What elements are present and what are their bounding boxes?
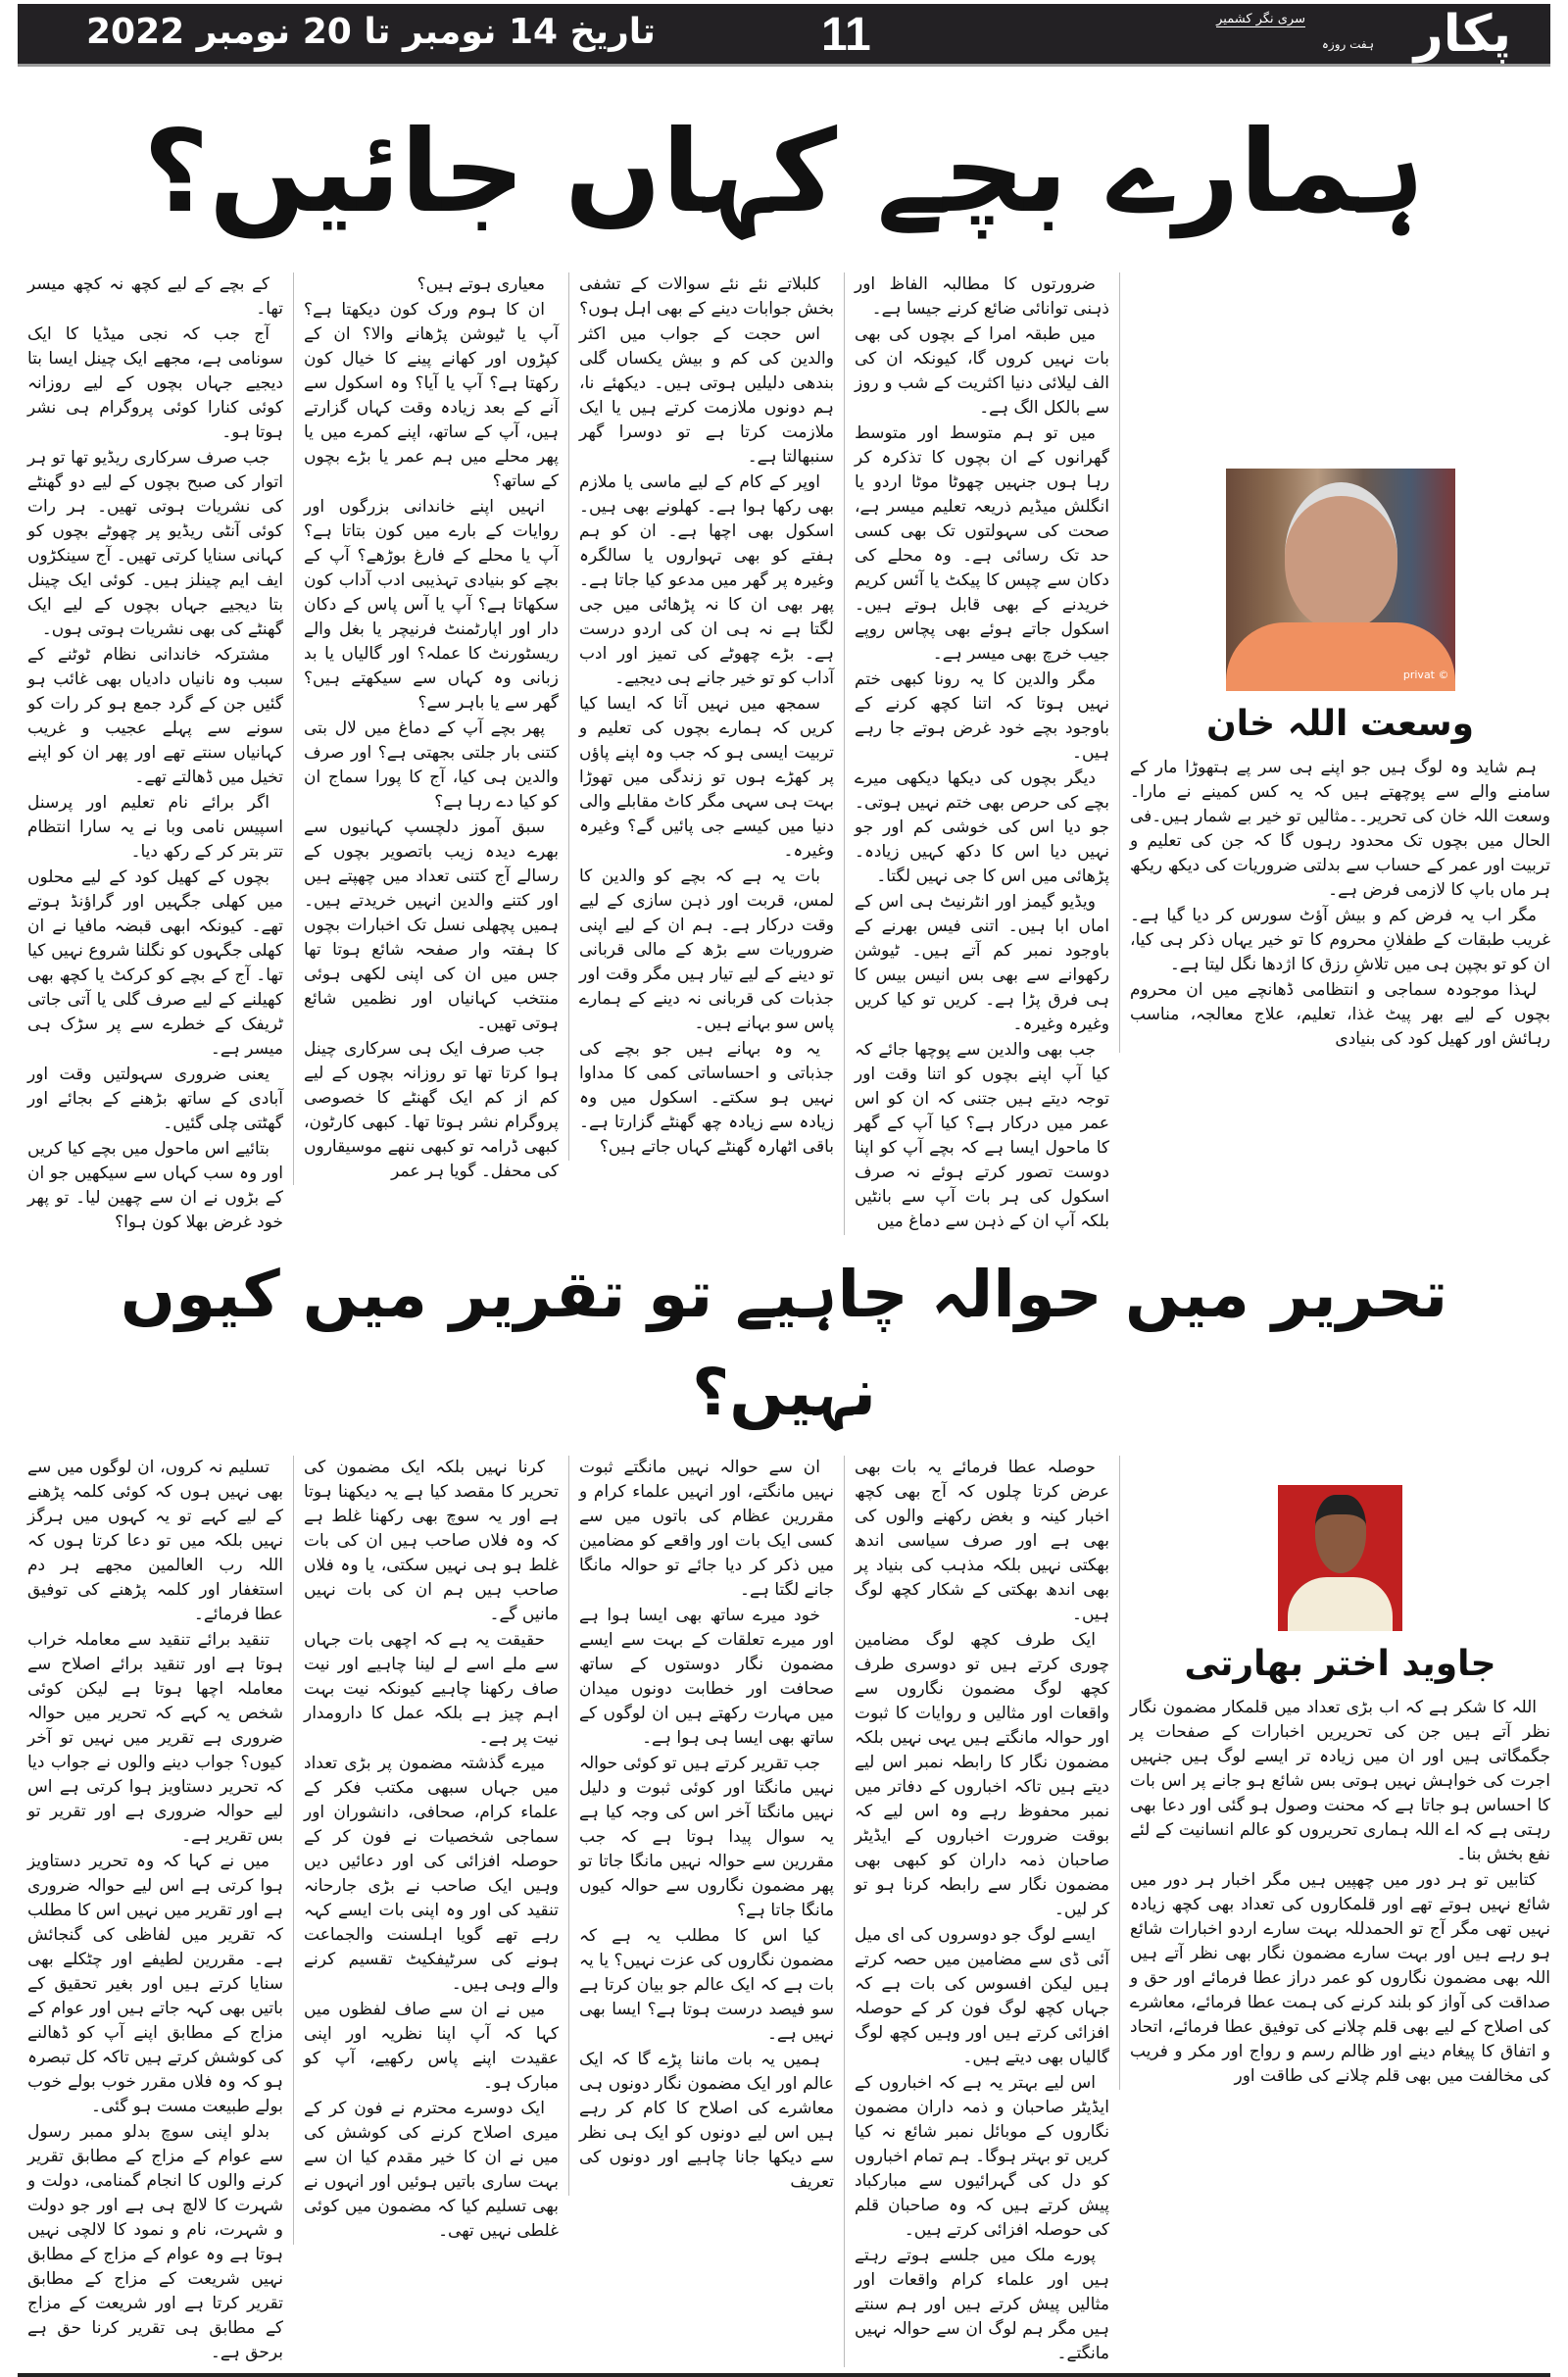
newspaper-logo[interactable]: پکار xyxy=(1413,5,1511,64)
paragraph: ایسے لوگ جو دوسروں کی ای میل آئی ڈی سے مضامین میں حصہ کرتے ہیں لیکن افسوس کی بات ہے کہ جہاں کچھ لوگ فون کر کے حوصلہ افزائی کرتے ہیں اور وہیں کچھ لوگ گالیاں بھی دیتے ہیں۔ xyxy=(855,1925,1109,2067)
paragraph: اللہ کا شکر ہے کہ اب بڑی تعداد میں قلمکار مضمون نگار نظر آتے ہیں جن کی تحریریں اخبارات کے صفحات پر جگمگاتی ہیں اور ان میں زیادہ تر ایسے لوگ ہیں جنہیں اجرت کی خواہش نہیں ہوتی بس شائع ہو جانے پر اس بات کا احساس ہو جاتا ہے کہ محنت وصول ہو گئی اور دعا بھی رہتی ہے کہ اے اللہ ہماری تحریروں کو عالم انسانیت کے لئے نفع بخش بنا۔ xyxy=(1130,1698,1550,1864)
paragraph: سمجھ میں نہیں آتا کہ ایسا کیا کریں کہ ہمارے بچوں کی تعلیم و تربیت ایسی ہو کہ جب وہ اپنے پاؤں پر کھڑے ہوں تو زندگی میں تھوڑا بہت ہی سہی مگر کاٹ مقابلے والی دنیا میں کیسے جی پائیں گے؟ وغیرہ وغیرہ۔ xyxy=(579,694,834,861)
paragraph: معیاری ہوتے ہیں؟ xyxy=(416,274,545,294)
photo-credit: © privat xyxy=(1402,669,1449,681)
paragraph: لہذا موجودہ سماجی و انتظامی ڈھانچے میں ان محروم بچوں کے لیے بھر پیٹ غذا، تعلیم، علاج معالجہ، مناسب رہائش اور کھیل کود کی بنیادی xyxy=(1130,980,1550,1049)
author-photo-javed-akhtar-bharti xyxy=(1278,1485,1402,1631)
paragraph: میں طبقہ امرا کے بچوں کی بھی بات نہیں کروں گا، کیونکہ ان کی الف لیلائی دنیا اکثریت کے شب و روز سے بالکل الگ ہے۔ xyxy=(855,324,1109,418)
paragraph: جب صرف سرکاری ریڈیو تھا تو ہر اتوار کی صبح بچوں کے لیے دو گھنٹے کی نشریات ہوتی تھیں۔ ہر رات کوئی آنٹی ریڈیو پر چھوٹے بچوں کو کہانی سنایا کرتی تھیں۔ آج سینکڑوں ایف ایم چینلز ہیں۔ کوئی ایک چینل بتا دیجیے جہاں بچوں کے لیے ایک گھنٹے کی بھی نشریات ہوتی ہوں۔ xyxy=(27,448,283,639)
article2-column-1 xyxy=(1119,1456,1550,2090)
article1-headline: ہمارے بچے کہاں جائیں؟ xyxy=(142,106,1426,238)
paragraph: یہ وہ بہانے ہیں جو بچے کی جذباتی و احساساتی کمی کا مداوا نہیں ہو سکتے۔ اسکول میں وہ زیادہ سے زیادہ چھ گھنٹے گزارتا ہے۔ باقی اٹھارہ گھنٹے کہاں جاتے ہیں؟ xyxy=(579,1039,834,1157)
paragraph: ایک دوسرے محترم نے فون کر کے میری اصلاح کرنے کی کوشش کی میں نے ان کا خیر مقدم کیا ان سے بہت ساری باتیں ہوئیں اور انہوں نے بھی تسلیم کیا کہ مضمون میں کوئی غلطی نہیں تھی۔ xyxy=(304,2099,559,2241)
paragraph: میں تو ہم متوسط اور متوسط گھرانوں کے ان بچوں کا تذکرہ کر رہا ہوں جنہیں چھوٹا موٹا اردو یا انگلش میڈیم ذریعہ تعلیم میسر ہے، صحت کی سہولتوں تک بھی کسی حد تک رسائی ہے۔ وہ محلے کی دکان سے چپس کا پیکٹ یا آئس کریم خریدنے کے بھی قابل ہوتے ہیں۔ اسکول جاتے ہوئے بھی پچاس روپے جیب خرچ بھی میسر ہے۔ xyxy=(855,423,1109,664)
paragraph: اوپر کے کام کے لیے ماسی یا ملازم بھی رکھا ہوا ہے۔ کھلونے بھی ہیں۔ اسکول بھی اچھا ہے۔ ان کو ہم ہفتے کو بھی تہواروں یا سالگرہ وغیرہ پر گھر میں مدعو کیا جاتا ہے۔ پھر بھی ان کا نہ پڑھائی میں جی لگتا ہے نہ ہی ان کی اردو درست ہے۔ بڑے چھوٹے کی تمیز اور ادب آداب کو تو خیر جانے ہی دیجیے۔ xyxy=(579,472,834,688)
paragraph: خود میرے ساتھ بھی ایسا ہوا ہے اور میرے تعلقات کے بہت سے ایسے مضمون نگار دوستوں کے ساتھ صحافت اور خطابت دونوں میدان میں مہارت رکھتے ہیں ان لوگوں کے ساتھ بھی ایسا ہی ہوا ہے۔ xyxy=(579,1606,834,1748)
paragraph: میرے گذشتہ مضمون پر بڑی تعداد میں جہاں سبھی مکتب فکر کے علماء کرام، صحافی، دانشوران اور سماجی شخصیات نے فون کر کے حوصلہ افزائی کی اور دعائیں دیں وہیں ایک صاحب نے بڑی جارحانہ تنقید کی اور وہ اپنی بات ایسے کہہ رہے تھے گویا اہلسنت والجماعت ہونے کی سرٹیفکیٹ تقسیم کرنے والے وہی ہیں۔ xyxy=(304,1754,559,1994)
paragraph: کتابیں تو ہر دور میں چھپیں ہیں مگر اخبار ہر دور میں شائع نہیں ہوتے تھے اور قلمکاروں کی تعداد بھی کچھ زیادہ نہیں تھی مگر آج تو الحمدللہ بہت سارے اردو اخبارات شائع ہو رہے ہیں اور بہت سارے مضمون نگار بھی نظر آتے ہیں اللہ بھی مضمون نگاروں کو عمر دراز عطا فرمائے اور حق و صداقت کی آواز کو بلند کرنے کی ہمت عطا فرمائے، معاشرے کی اصلاح کے لیے بھی قلم چلانے کی توفیق عطا فرمائے، اتحاد و اتفاق کا پیغام دینے اور ظالم رسم و رواج اور مکر و فریب کی مخالفت میں بھی قلم چلانے کی طاقت اور xyxy=(1130,1870,1550,2086)
face-shape xyxy=(1285,482,1397,629)
article1-byline: وسعت اللہ خان xyxy=(1205,704,1475,744)
article2-column-4 xyxy=(293,1456,568,2245)
shirt-shape xyxy=(1288,1577,1393,1631)
paragraph: تسلیم نہ کروں، ان لوگوں میں سے بھی نہیں ہوں کہ کوئی کلمہ پڑھنے کے لیے کہے تو یہ کہوں میں ہرگز نہیں بلکہ میں تو دعا کرتا ہوں کہ اللہ رب العالمین مجھے ہر دم استغفار اور کلمہ پڑھنے کی توفیق عطا فرمائے۔ xyxy=(27,1458,283,1624)
paragraph: بدلو اپنی سوچ بدلو ممبر رسول سے عوام کے مزاج کے مطابق تقریر کرنے والوں کا انجام گمنامی، دولت و شہرت کا لالچ ہی ہے اور جو دولت و شہرت، نام و نمود کا لالچی نہیں ہوتا ہے وہ عوام کے مزاج کے مطابق نہیں شریعت کے مزاج کے مطابق تقریر کرتا ہے اور شریعت کے مزاج کے مطابق ہی تقریر کرنا حق ہے برحق ہے۔ xyxy=(27,2122,283,2362)
paragraph: یعنی ضروری سہولتیں وقت اور آبادی کے ساتھ بڑھنے کے بجائے اور گھٹتی چلی گئیں۔ xyxy=(27,1065,283,1133)
article2 xyxy=(18,1456,1550,2367)
article1-column-5 xyxy=(18,272,293,1236)
paragraph: ہم شاید وہ لوگ ہیں جو اپنے ہی سر پے ہتھوڑا مار کے سامنے والے سے پوچھتے ہیں کہ یہ کس کمینے نے مارا۔ وسعت اللہ خان کی تحریر۔۔مثالیں تو خیر بے شمار ہیں۔فی الحال میں بچوں تک محدود رہوں گا کہ جن کی تعلیم و تربیت اور عمر کے حساب سے بدلتی ضروریات کی دیکھ ریکھ ہر ماں باپ کا لازمی فرض ہے۔ xyxy=(1130,758,1550,900)
paragraph: بتائیے اس ماحول میں بچے کیا کریں اور وہ سب کہاں سے سیکھیں جو ان کے بڑوں نے ان سے چھین لیا۔ تو پھر خود غرض بھلا کون ہوا؟ xyxy=(27,1139,283,1232)
masthead-bar xyxy=(18,4,1550,67)
paragraph: حوصلہ عطا فرمائے یہ بات بھی عرض کرتا چلوں کہ آج بھی کچھ اخبار کینہ و بغض رکھنے والوں کی بھی ہے اور صرف سیاسی اندھ بھکتی نہیں بلکہ مذہب کی بنیاد پر بھی اندھ بھکتی کے شکار کچھ لوگ ہیں۔ xyxy=(855,1458,1109,1624)
weekly-label: ہفت روزہ xyxy=(1321,37,1374,51)
bottom-rule xyxy=(18,2373,1550,2377)
paragraph: کلبلاتے نئے نئے سوالات کے تشفی بخش جوابات دینے کے بھی اہل ہوں؟ xyxy=(579,274,834,319)
article2-column-5 xyxy=(18,1456,293,2366)
paragraph: پورے ملک میں جلسے ہوتے رہتے ہیں اور علماء کرام واقعات اور مثالیں پیش کرتے ہیں اور ہم سنتے ہیں مگر ہم لوگ ان سے حوالہ نہیں مانگتے۔ xyxy=(855,2246,1109,2363)
paragraph: اس حجت کے جواب میں اکثر والدین کی کم و بیش یکساں گلی بندھی دلیلیں ہوتی ہیں۔ دیکھئے نا، ہم دونوں ملازمت کرتے ہیں یا ایک ملازمت کرتا ہے تو دوسرا گھر سنبھالتا ہے۔ xyxy=(579,324,834,467)
paragraph: جب تقریر کرتے ہیں تو کوئی حوالہ نہیں مانگتا اور کوئی ثبوت و دلیل نہیں مانگتا آخر اس کی وجہ کیا ہے یہ سوال پیدا ہوتا ہے کہ جب مقررین سے حوالہ نہیں مانگا جاتا تو پھر مضمون نگاروں سے حوالہ کیوں مانگا جاتا ہے؟ xyxy=(579,1754,834,1920)
article2-column-2 xyxy=(844,1456,1119,2367)
author-photo-wusatullah-khan xyxy=(1226,469,1455,691)
face-shape xyxy=(1315,1495,1366,1573)
paragraph: اس لیے بہتر یہ ہے کہ اخباروں کے ایڈیٹر صاحبان و ذمہ داران مضمون نگاروں کے موبائل نمبر شائع نہ کیا کریں تو بہتر ہوگا۔ ہم تمام اخباروں کو دل کی گہرائیوں سے مبارکباد پیش کرتے ہیں کہ وہ صاحبان قلم کی حوصلہ افزائی کرتے ہیں۔ xyxy=(855,2073,1109,2240)
paragraph: ان کا ہوم ورک کون دیکھتا ہے؟ آپ یا ٹیوشن پڑھانے والا؟ ان کے کپڑوں اور کھانے پینے کا خیال کون رکھتا ہے؟ آپ یا آیا؟ وہ اسکول سے آنے کے بعد زیادہ وقت کہاں گزارتے ہیں، آپ کے ساتھ، اپنے کمرے میں یا پھر محلے میں ہم عمر یا بڑے بچوں کے ساتھ؟ xyxy=(304,300,559,491)
paragraph: سبق آموز دلچسپ کہانیوں سے بھرے دیدہ زیب باتصویر بچوں کے رسالے آج کتنی تعداد میں چھپتے ہیں اور کتنے والدین انہیں خریدتے ہیں۔ ہمیں پچھلی نسل تک اخبارات بچوں کا ہفتہ وار صفحہ شائع ہوتا تھا جس میں ان کی اپنی لکھی ہوئی منتخب کہانیاں اور نظمیں شائع ہوتی تھیں۔ xyxy=(304,817,559,1033)
article1 xyxy=(18,272,1550,1236)
paragraph: مشترکہ خاندانی نظام ٹوٹنے کے سبب وہ نانیاں دادیاں بھی غائب ہو گئیں جن کے گرد جمع ہو کر رات کو سونے سے پہلے عجیب و غریب کہانیاں سنتے تھے اور پھر ان کو اپنے تخیل میں ڈھالتے تھے۔ xyxy=(27,645,283,787)
paragraph: کے بچے کے لیے کچھ نہ کچھ میسر تھا۔ xyxy=(27,274,283,319)
article2-byline: جاوید اختر بھارتی xyxy=(1184,1644,1496,1684)
paragraph: کرنا نہیں بلکہ ایک مضمون کی تحریر کا مقصد کیا ہے یہ دیکھنا ہوتا ہے اور یہ سوچ بھی رکھنا غلط ہے کہ وہ فلاں صاحب ہیں ان کی بات غلط ہو ہی نہیں سکتی، یا وہ فلاں صاحب ہیں ہم ان کی بات نہیں مانیں گے۔ xyxy=(304,1458,559,1624)
paragraph: بچوں کے کھیل کود کے لیے محلوں میں کھلی جگہیں اور گراؤنڈ ہوتے تھے۔ کیونکہ ابھی قبضہ مافیا نے ان کھلی جگہوں کو نگلنا شروع نہیں کیا تھا۔ آج کے بچے کو کرکٹ یا کچھ بھی کھیلنے کے لیے صرف گلی یا آتی جاتی ٹریفک کے خطرے سے پر سڑک ہی میسر ہے۔ xyxy=(27,867,283,1059)
paragraph: جب بھی والدین سے پوچھا جائے کہ کیا آپ اپنے بچوں کو اتنا وقت اور توجہ دیتے ہیں جتنی کہ ان کو اس عمر میں درکار ہے؟ کیا آپ کے گھر کا ماحول ایسا ہے کہ بچے آپ کو اپنا دوست تصور کرتے ہوئے نہ صرف اسکول کی ہر بات آپ سے بانٹیں بلکہ آپ ان کے ذہن سے دماغ میں xyxy=(855,1040,1109,1231)
issue-date: تاریخ 14 نومبر تا 20 نومبر 2022 xyxy=(86,12,656,52)
article1-column-1-text xyxy=(1130,756,1550,1052)
paragraph: بات یہ ہے کہ بچے کو والدین کا لمس، قربت اور ذہن سازی کے لیے وقت درکار ہے۔ ہم ان کے لیے اپنی ضروریات سے بڑھ کے مالی قربانی تو دینے کے لیے تیار ہیں مگر وقت اور جذبات کی قربانی نہ دینے کے ہمارے پاس سو بہانے ہیں۔ xyxy=(579,867,834,1033)
paragraph: مگر والدین کا یہ رونا کبھی ختم نہیں ہوتا کہ اتنا کچھ کرنے کے باوجود بچے خود غرض ہوتے جا رہے ہیں۔ xyxy=(855,669,1109,763)
article1-column-4 xyxy=(293,272,568,1185)
paragraph: حقیقت یہ ہے کہ اچھی بات جہاں سے ملے اسے لے لینا چاہیے اور نیت صاف رکھنا چاہیے کیونکہ نیت بہت اہم چیز ہے بلکہ عمل کا دارومدار نیت پر ہے۔ xyxy=(304,1630,559,1748)
paragraph: میں نے کہا کہ وہ تحریر دستاویز ہوا کرتی ہے اس لیے حوالہ ضروری ہے اور تقریر میں نہیں اس کا مطلب کہ تقریر میں لفاظی کی گنجائش ہے۔ مقررین لطیفے اور چٹکلے بھی سنایا کرتے ہیں اور بغیر تحقیق کے باتیں بھی کہہ جاتے ہیں اور عوام کے مزاج کے مطابق اپنے آپ کو ڈھالنے کی کوشش کرتے ہیں تاکہ کل تبصرہ ہو کہ وہ فلاں مقرر خوب بولے خوب بولے طبیعت مست ہو گئی۔ xyxy=(27,1852,283,2116)
paragraph: ویڈیو گیمز اور انٹرنیٹ ہی اس کے اماں ابا ہیں۔ اتنی فیس بھرنے کے باوجود نمبر کم آتے ہیں۔ ٹیوشن رکھوانے سے بھی بس انیس بیس کا ہی فرق پڑا ہے۔ کریں تو کیا کریں وغیرہ وغیرہ۔ xyxy=(855,892,1109,1034)
article2-headline: تحریر میں حوالہ چاہیے تو تقریر میں کیوں نہیں؟ xyxy=(120,1257,1448,1430)
article2-column-1-text xyxy=(1130,1696,1550,2089)
paragraph: انہیں اپنے خاندانی بزرگوں اور روایات کے بارے میں کون بتاتا ہے؟ آپ یا محلے کے فارغ بوڑھے؟ آپ کے بچے کو بنیادی تہذیبی ادب آداب کون سکھاتا ہے؟ آپ یا آس پاس کے دکان دار اور اپارٹمنٹ فرنیچر یا بغل والے ریسٹورنٹ کا عملہ؟ اور گالیاں یا بد زبانی وہ کہاں سے سیکھتے ہیں؟ گھر سے یا باہر سے؟ xyxy=(304,497,559,713)
article1-column-3 xyxy=(568,272,844,1161)
article1-column-1 xyxy=(1119,272,1550,1053)
paragraph: ہمیں یہ بات ماننا پڑے گا کہ ایک عالم اور ایک مضمون نگار دونوں ہی معاشرے کی اصلاح کا کام کر رہے ہیں اس لیے دونوں کو ایک ہی نظر سے دیکھا جانا چاہیے اور دونوں کی تعریف xyxy=(579,2050,834,2192)
paragraph: ایک طرف کچھ لوگ مضامین چوری کرتے ہیں تو دوسری طرف کچھ لوگ مضمون نگاروں سے واقعات اور مثالیں و روایات کا ثبوت اور حوالہ مانگتے ہیں یہی نہیں بلکہ مضمون نگار کا رابطہ نمبر اس لیے دیتے ہیں تاکہ اخباروں کے دفاتر میں نمبر محفوظ رہے وہ اس لیے کہ بوقت ضرورت اخباروں کے ایڈیٹر صاحبان ذمہ داران کو کبھی بھی مضمون نگار سے رابطہ کرنا ہو تو کر لیں۔ xyxy=(855,1630,1109,1919)
paragraph: دیگر بچوں کی دیکھا دیکھی میرے بچے کی حرص بھی ختم نہیں ہوتی۔ جو دیا اس کی خوشی کم اور جو نہیں دیا اس کا دکھ کہیں زیادہ۔ پڑھائی میں اس کا جی نہیں لگتا۔ xyxy=(855,768,1109,886)
paragraph: پھر بچے آپ کے دماغ میں لال بتی کتنی بار جلتی بجھتی ہے؟ اور صرف والدین ہی کیا، آج کا پورا سماج ان کو کیا دے رہا ہے؟ xyxy=(304,718,559,812)
paragraph: جب صرف ایک ہی سرکاری چینل ہوا کرتا تھا تو روزانہ بچوں کے لیے کم از کم ایک گھنٹے کا خصوصی پروگرام نشر ہوتا تھا۔ کبھی کارٹون، کبھی ڈرامہ تو کبھی ننھے موسیقاروں کی محفل۔ گویا ہر عمر xyxy=(304,1039,559,1181)
article2-column-3 xyxy=(568,1456,844,2196)
article1-column-2 xyxy=(844,272,1119,1235)
page-number: 11 xyxy=(821,9,871,61)
paragraph: مگر اب یہ فرض کم و بیش آؤٹ سورس کر دیا گیا ہے۔غریب طبقات کے طفلانِ محروم کا تو خیر یہاں ذکر ہی کیا، ان کو تو بچپن ہی میں تلاشِ رزق کا اژدھا نگل لیتا ہے۔ xyxy=(1130,906,1550,974)
paragraph: میں نے ان سے صاف لفظوں میں کہا کہ آپ اپنا نظریہ اور اپنی عقیدت اپنے پاس رکھیے، آپ کو مبارک ہو۔ xyxy=(304,2000,559,2093)
city-label: سری نگر کشمیر xyxy=(1216,12,1305,26)
paragraph: ضرورتوں کا مطالبہ الفاظ اور ذہنی توانائی ضائع کرنے جیسا ہے۔ xyxy=(855,274,1109,319)
paragraph: کیا اس کا مطلب یہ ہے کہ مضمون نگاروں کی عزت نہیں؟ یا یہ بات ہے کہ ایک عالم جو بیان کرتا ہے سو فیصد درست ہوتا ہے؟ ایسا بھی نہیں ہے۔ xyxy=(579,1926,834,2044)
paragraph: ان سے حوالہ نہیں مانگتے ثبوت نہیں مانگتے، اور انہیں علماء کرام و مقررین عظام کی باتوں میں سے کسی ایک بات اور واقعے کو مضامین میں ذکر کر دیا جائے تو حوالہ مانگا جانے لگتا ہے۔ xyxy=(579,1458,834,1600)
paragraph: اگر برائے نام تعلیم اور پرسنل اسپیس نامی وبا نے یہ سارا انتظام تتر بتر کر کے رکھ دیا۔ xyxy=(27,793,283,862)
paragraph: تنقید برائے تنقید سے معاملہ خراب ہوتا ہے اور تنقید برائے اصلاح سے معاملہ اچھا ہوتا ہے لیکن کوئی شخص یہ کہے کہ تحریر میں حوالہ ضروری ہے تقریر میں نہیں تو آخر کیوں؟ جواب دینے والوں نے جواب دیا کہ تحریر دستاویز ہوا کرتی ہے اس لیے حوالہ ضروری ہے اور تقریر تو بس تقریر ہے۔ xyxy=(27,1630,283,1846)
paragraph: آج جب کہ نجی میڈیا کا ایک سونامی ہے، مجھے ایک چینل ایسا بتا دیجیے جہاں بچوں کے لیے روزانہ کوئی کنارا کوئی پروگرام ہی نشر ہوتا ہو۔ xyxy=(27,324,283,442)
